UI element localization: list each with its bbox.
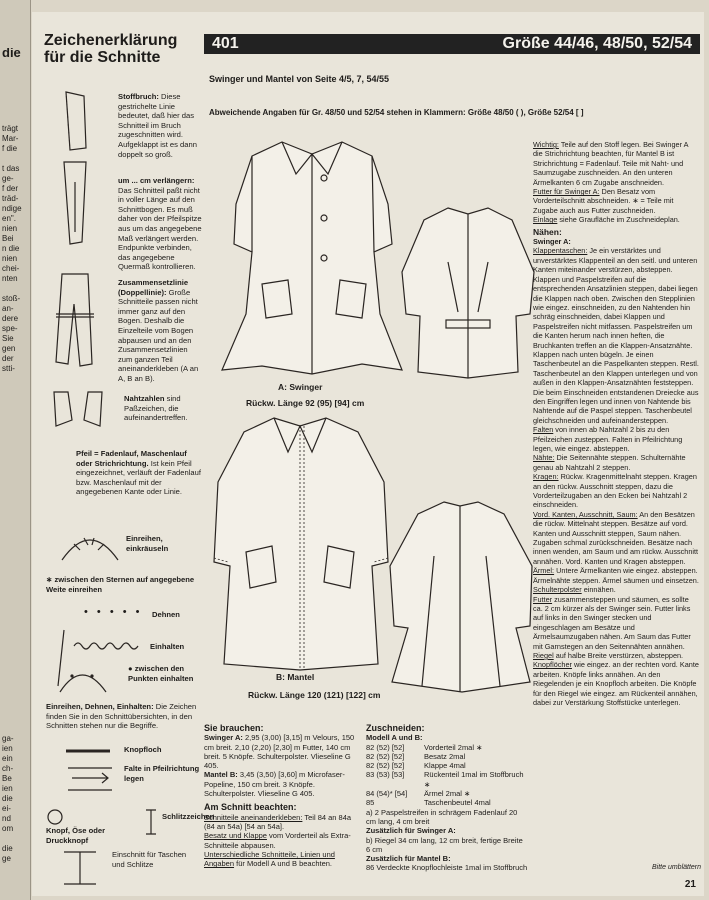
legend-schlitz: Schlitzzeichen [162,812,215,821]
prev-page-text: stoß- [2,294,21,303]
mantel-length: Rückw. Länge 120 (121) [122] cm [248,690,381,700]
schlitz-symbol [144,808,158,838]
prev-page-text: die [2,794,13,803]
prev-page-text: die [2,48,21,58]
materials-section: Sie brauchen: Swinger A: 2,95 (3,00) [3,15] m Velours, 150 cm breit. 2,10 (2,20) [2,30] m Futter, 140 cm breit. 5 Knöpfe. Schulterpolster. Vlieseline G 405. Mantel B: 3,45 (3,50) [3,60] m Microfaser-Popeline, 150 cm breit. 3 Knöpfe. Schulterpolster. Vlieseline G 405. Am Schnitt beachten: Schnitteile aneinanderkleben: Teil 84 an 84a (84 an 54a) [54 an 54a]. Besatz und Klappe vom Vorderteil als Extra-Schnitteile abpausen. Unterschiedliche Schnitteile, Linien und Angaben für Modell A und B beachten. [204,723,355,869]
prev-page-text: en". [2,214,16,223]
cutting-section: Zuschneiden: Modell A und B: 82 (52) [52] Vorderteil 2mal ∗ 82 (52) [52] Besatz 2mal 82 (52) [52] Klappe 4mal 83 (53) [53] Rückenteil 1mal im Stoffbruch ∗ 84 (54)* [54] Ärmel 2mal ∗ 85 Taschenbeutel 4mal a) 2 Paspelstreifen in schrägem Fadenlauf 20 cm lang, 4 cm breit Zusätzlich für Swinger A: b) Riegel 34 cm lang, 12 cm breit, fertige Breite 6 cm Zusätzlich für Mantel B: 86 Verdeckte Knopflochleiste 1mal im Stoffbruch [366,723,528,873]
naehen-heading: Nähen: [533,226,562,237]
swinger-label: A: Swinger [278,382,323,392]
prev-page-text: der [2,354,14,363]
prev-page-text: nien [2,224,18,233]
punkte-sleeve-symbol [58,664,108,694]
prev-page-text: f der [2,184,19,193]
prev-page-text: Bei [2,234,14,243]
prev-page-text: dere [2,314,19,323]
size-range: Größe 44/46, 48/50, 52/54 [502,35,692,52]
previous-page-edge [0,0,31,900]
stoffbruch-symbol [56,92,96,152]
prev-page-text: gen [2,344,16,353]
bitte-umblaettern: Bitte umblättern [652,864,702,871]
prev-page-text: ndige [2,204,22,213]
prev-page-text: ge [2,854,11,863]
pattern-page [32,12,704,896]
prev-page-text: ch- [2,764,14,773]
prev-page-text: nd [2,814,11,823]
prev-page-text: stti- [2,364,15,373]
einreihen-symbol [60,530,120,566]
size-note: Abweichende Angaben für Gr. 48/50 und 52/54 stehen in Klammern: Größe 48/50 ( ), Größe 52/54 [ ] [209,108,584,117]
dehnen-symbol: • • • • • [84,606,143,618]
swinger-front-illustration [212,134,412,384]
prev-page-text: ein [2,754,13,763]
prev-page-text: die [2,844,13,853]
prev-page-text: chei- [2,264,20,273]
einschnitt-symbol [60,848,100,888]
prev-page-text: ga- [2,734,14,743]
prev-page-text: spe- [2,324,18,333]
page-number: 21 [684,879,696,890]
legend-einreihen: Einreihen, einkräuseln [126,534,169,553]
prev-page-text: ei- [2,804,11,813]
prev-page-text: träd- [2,194,19,203]
falte-symbol [66,764,116,794]
zusammensetzlinie-symbol [52,274,102,370]
prev-page-text: nten [2,274,18,283]
legend-einschnitt: Einschnitt für Taschen und Schlitze [112,850,187,869]
mantel-back-illustration [382,496,542,696]
mantel-label: B: Mantel [276,672,315,682]
legend-zusammensetzlinie: Zusammensetzlinie (Doppellinie): Große Schnitteile passen nicht immer ganz auf den Bogen. Deshalb die Einzelteile vom Bogen abpausen und an den Zusammensetzlinien zum ganzen Teil aneinanderkleben (A an A, B an B). [118,278,199,383]
prev-page-text: an- [2,304,14,313]
prev-page-text: ge- [2,174,14,183]
legend-nahtzahlen: Nahtzahlen sind Paßzeichen, die aufeinandertreffen. [124,394,188,423]
prev-page-text: f die [2,144,18,153]
legend-title: Zeichenerklärung für die Schnitte [44,32,178,66]
einhalten-symbol [72,640,142,652]
prev-page-text: om [2,824,14,833]
knopfloch-symbol [64,745,114,757]
prev-page-text: t das [2,164,20,173]
legend-dehnen: Dehnen [152,610,180,619]
nahtzahlen-symbol [52,390,108,430]
subtitle: Swinger und Mantel von Seite 4/5, 7, 54/55 [209,74,390,84]
legend-knopfloch: Knopfloch [124,745,162,754]
pattern-header [204,34,700,54]
pattern-number: 401 [212,35,239,52]
legend-sterne: ∗ zwischen den Sternen auf angegebene Weite einreihen [46,575,195,594]
legend-falte: Falte in Pfeilrichtung legen [124,764,200,783]
swinger-back-illustration [394,202,542,382]
verlaengern-symbol [56,162,96,252]
legend-knopf: Knopf, Öse oder Druckknopf [46,826,106,845]
legend-eddh: Einreihen, Dehnen, Einhalten: Die Zeichen finden Sie in den Schnittübersichten, in den Schnitten stehen nur die Begriffe. [46,702,197,731]
legend-einhalten: Einhalten [150,642,185,651]
mantel-front-illustration [204,412,400,672]
prev-page-text: nien [2,254,18,263]
prev-page-text: Mar- [2,134,19,143]
cutting-row: 82 (52) [52] Klappe 4mal [366,761,466,771]
cutting-row: 83 (53) [53] Rückenteil 1mal im Stoffbruch ∗ [366,770,524,789]
cutting-row: 82 (52) [52] Besatz 2mal [366,751,466,761]
prev-page-text: ien [2,744,13,753]
instructions-column: Wichtig: Teile auf den Stoff legen. Bei Swinger A die Strichrichtung beachten, für Mantel B ist Strichrichtung = Fadenlauf. Teile mit Naht- und Saumzugabe zuschneiden. An den unteren Ärmelkanten 6 cm Zugabe anschneiden. Futter für Swinger A: Den Besatz vom Vorderteilschnitt abschneiden. ∗ = Teile mit Zugabe auch aus Futter zuschneiden. Einlage siehe Graufläche im Zuschneideplan. Nähen: Swinger A: Klappentaschen: Je ein verstärktes und unverstärktes Klappenteil an den seitl. und unteren Kanten miteinander verstürzen, absteppen. Klappen und Paspelstreifen auf die entsprechenden Ansatzlinien steppen, dabei liegen die Klappen nach oben. Zwischen den Stepplinien wie eingez. einschneiden, zu den Nahtenden hin schräg einschneiden, dabei Klappen und Paspelstreifen nicht mitfassen. Paspelstreifen um die Kanten herum nach innen heften, die Bruchkanten treffen an die Klappen-Ansatznähte. Klappen nach unten bügeln. Je einen Taschenbeutel an die Paspelkanten steppen. Restl. Taschenbeutel an den Klappen unterlegen und von außen in den Klappen-Ansatznähten feststeppen. Die beim Einschneiden entstandenen Dreiecke aus den Eingriffen legen und innen von Nahtende bis Nahtende auf die Paspel steppen. Taschenbeutel gleichschneiden und aufeinandersteppen. Falten von innen ab Nahtzahl 2 bis zu den Pfeilzeichen zusteppen. Falten in Pfeilrichtung legen, wie eingez. absteppen. Nähte: Die Seitennähte steppen. Schulternähte genau ab Nahtzahl 2 steppen. Kragen: Rückw. Kragenmittelnaht steppen. Kragen an den rückw. Ausschnitt steppen, dazu die Vorderteilzugaben an den Ecken bei Nahtzahl 2 einschneiden. Vord. Kanten, Ausschnitt, Saum: An den Besätzen die rückw. Mittelnaht steppen. Besätze auf vord. Kanten und Ausschnitt steppen, Saum nähen. Zugaben schmal zurückschneiden. Besätze nach innen wenden, am Saum und am rückw. Ausschnitt annähen. Vord. Kanten und Kragen absteppen. Ärmel: Untere Ärmelkanten wie eingez. absteppen. Ärmelnähte steppen. Ärmel säumen und einsetzen. Schulterpolster einnähen. Futter zusammensteppen und säumen, es sollte ca. 2 cm kürzer als der Swinger sein. Futter links auf links in den Swinger stecken und eingeschlagen am Besätze und Ärmelsaumzugaben nähen. Am Saum das Futter mit Garnstegen an den Seitennähten annähen. Riegel auf halbe Breite verstürzen, absteppen. Knopflöcher wie eingez. an der rechten vord. Kante arbeiten. Knöpfe links annähen. An den Riegelenden je ein Knopfloch arbeiten. Die Knöpfe für den Riegel wie eingez. am Rückenteil annähen, dabei zur Verstärkung Stoffstücke unterlegen. [533,140,699,707]
prev-page-text: trägt [2,124,19,133]
cutting-row: 84 (54)* [54] Ärmel 2mal ∗ [366,789,471,799]
legend-pfeil: Pfeil = Fadenlauf, Maschenlauf oder Strichrichtung. Ist kein Pfeil eingezeichnet, verläuft der Fadenlauf bzw. Maschenlauf mit der angegebenen Kante oder Linie. [76,449,201,497]
cutting-row: 85 Taschenbeutel 4mal [366,798,491,808]
legend-stoffbruch: Stoffbruch: Diese gestrichelte Linie bedeutet, daß hier das Schnitteil im Bruch zugeschnitten wird. Aufgeklappt ist es dann doppelt so groß. [118,92,197,159]
prev-page-text: ien [2,784,13,793]
knopf-symbol [46,808,66,828]
legend-verlaengern: um ... cm verlängern: Das Schnitteil paßt nicht in voller Länge auf den Schnittbogen. Es muß daher von der Pfeilspitze aus um das angegebene Maß verlängert werden. Endpunkte verbinden, das angegebene Quermaß kontrollieren. [118,176,202,272]
cutting-row: 82 (52) [52] Vorderteil 2mal ∗ [366,742,483,752]
legend-punkte: ● zwischen den Punkten einhalten [128,664,194,683]
prev-page-text: Be [2,774,12,783]
prev-page-text: n die [2,244,20,253]
prev-page-text: Sie [2,334,14,343]
swinger-length: Rückw. Länge 92 (95) [94] cm [246,398,365,408]
